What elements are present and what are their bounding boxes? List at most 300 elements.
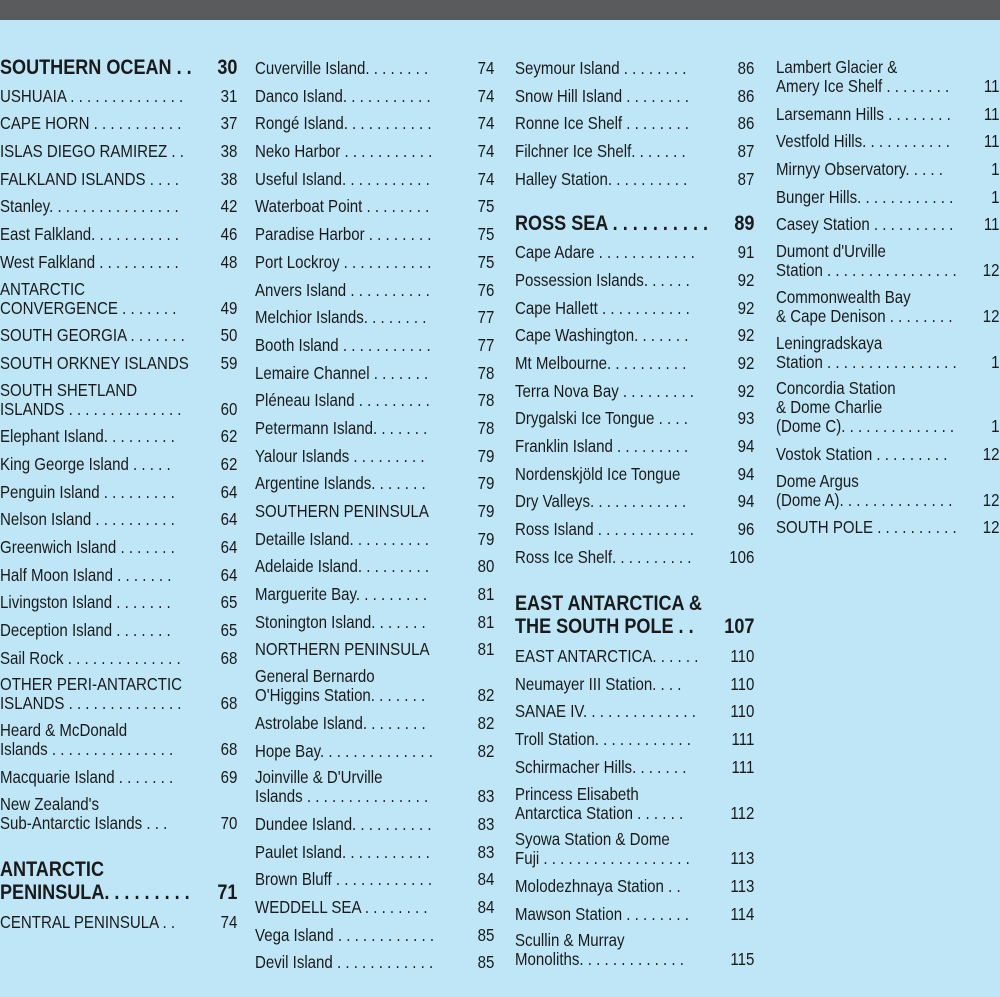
entry-label: Cape Washington. . . . . . .	[515, 325, 689, 346]
entry-label: Snow Hill Island . . . . . . . .	[515, 85, 689, 106]
entry-page-number: 42	[220, 196, 238, 217]
entry-label: Nelson Island . . . . . . . . . .	[0, 509, 175, 530]
index-entry	[515, 670, 754, 698]
entry-label: Halley Station. . . . . . . . . .	[515, 168, 688, 189]
entry-page-number: 94	[737, 491, 755, 512]
entry-label: FALKLAND ISLANDS . . . .	[0, 168, 180, 189]
entry-label: Hope Bay. . . . . . . . . . . . . .	[255, 740, 433, 761]
entry-page-number: 85	[477, 924, 495, 945]
entry-label: Devil Island . . . . . . . . . . . .	[255, 952, 434, 973]
entry-page-number: 11	[983, 214, 1000, 235]
index-entry	[255, 192, 494, 220]
entry-page-number: 79	[477, 445, 495, 466]
index-entry	[255, 220, 494, 248]
entry-page-number: 84	[477, 896, 495, 917]
entry-page-number: 91	[737, 242, 755, 263]
entry-label: ISLAS DIEGO RAMIREZ . .	[0, 141, 184, 162]
index-entry	[255, 764, 494, 810]
entry-page-number: 81	[477, 584, 495, 605]
entry-page-number: 115	[730, 949, 755, 970]
entry-page-number: 86	[737, 58, 755, 78]
section-heading	[515, 588, 754, 642]
entry-label: Vega Island . . . . . . . . . . . .	[255, 924, 435, 945]
index-entry	[776, 375, 999, 440]
index-entry	[255, 303, 494, 331]
entry-page-number: 83	[477, 786, 495, 807]
index-column-3	[515, 54, 755, 973]
entry-label: ROSS SEA . . . . . . . . . .	[515, 214, 709, 235]
entry-page-number: 78	[477, 417, 495, 438]
entry-label: Neumayer III Station. . . .	[515, 673, 682, 694]
index-entry	[255, 442, 494, 470]
entry-label: Danco Island. . . . . . . . . . .	[255, 85, 431, 106]
index-entry	[515, 294, 754, 322]
entry-label: Casey Station . . . . . . . . . .	[776, 214, 954, 235]
index-entry	[776, 284, 999, 330]
entry-page-number: 92	[737, 269, 755, 290]
section-heading	[0, 854, 237, 908]
entry-label: Concordia Station & Dome Charlie (Dome C). . . . . . . . . . . . . .	[776, 379, 955, 437]
entry-label: Cuverville Island. . . . . . . .	[255, 58, 429, 78]
entry-page-number: 77	[477, 307, 495, 328]
index-entry	[255, 737, 494, 765]
entry-label: Nordenskjöld Ice Tongue	[515, 463, 681, 484]
entry-page-number: 83	[477, 813, 495, 834]
index-entry	[255, 276, 494, 304]
entry-label: Marguerite Bay. . . . . . . . .	[255, 584, 428, 605]
entry-page-number: 84	[477, 869, 495, 890]
entry-label: Half Moon Island . . . . . . .	[0, 564, 172, 585]
entry-page-number: 74	[477, 113, 495, 134]
entry-label: Heard & McDonald Islands . . . . . . . . . . . . . . .	[0, 721, 174, 760]
entry-page-number: 11	[983, 131, 1000, 152]
index-entry	[0, 109, 237, 137]
entry-page-number: 92	[737, 325, 755, 346]
index-entry	[0, 321, 237, 349]
entry-page-number: 60	[220, 398, 238, 419]
top-bar	[0, 0, 1000, 20]
entry-label: SOUTH SHETLAND ISLANDS . . . . . . . . . . . . . .	[0, 380, 182, 419]
entry-page-number: 75	[477, 196, 495, 217]
entry-page-number: 85	[477, 952, 495, 973]
entry-page-number: 110	[730, 673, 755, 694]
entry-label: ANTARCTIC CONVERGENCE . . . . . . .	[0, 279, 177, 318]
entry-page-number: 68	[220, 693, 238, 714]
index-entry	[515, 515, 754, 543]
index-entry	[255, 838, 494, 866]
index-entry	[515, 725, 754, 753]
section-gap	[515, 192, 755, 210]
entry-label: Terra Nova Bay . . . . . . . . .	[515, 380, 694, 401]
entry-page-number: 1	[991, 186, 1000, 207]
entry-label: NORTHERN PENINSULA	[255, 639, 430, 660]
index-entry	[0, 82, 237, 110]
entry-page-number: 111	[731, 756, 755, 777]
index-entry	[255, 663, 494, 709]
entry-page-number: 78	[477, 390, 495, 411]
index-entry	[255, 608, 494, 636]
entry-label: Anvers Island . . . . . . . . . .	[255, 279, 430, 300]
index-entry	[515, 543, 754, 571]
entry-label: Booth Island . . . . . . . . . . .	[255, 334, 431, 355]
index-entry	[515, 432, 754, 460]
index-entry	[0, 717, 237, 763]
entry-page-number: 49	[220, 297, 238, 318]
index-entry	[0, 220, 237, 248]
index-entry	[255, 948, 494, 976]
entry-page-number: 74	[477, 141, 495, 162]
entry-page-number: 113	[730, 848, 755, 869]
entry-label: Waterboat Point . . . . . . . .	[255, 196, 430, 217]
entry-page-number: 65	[220, 592, 238, 613]
entry-page-number: 75	[477, 251, 495, 272]
index-entry	[515, 872, 754, 900]
entry-label: SOUTH ORKNEY ISLANDS	[0, 352, 189, 373]
entry-page-number: 71	[217, 881, 238, 905]
index-entry	[255, 635, 494, 663]
entry-label: Mirnyy Observatory. . . . .	[776, 159, 943, 180]
index-entry	[0, 533, 237, 561]
index-entry	[776, 238, 999, 284]
entry-page-number: 86	[737, 85, 755, 106]
index-entry	[515, 460, 754, 488]
index-entry	[255, 580, 494, 608]
index-entry	[255, 165, 494, 193]
index-entry	[515, 900, 754, 928]
entry-page-number: 64	[220, 481, 238, 502]
section-gap	[0, 836, 238, 854]
index-entry	[0, 505, 237, 533]
entry-label: SOUTH POLE . . . . . . . . . .	[776, 517, 957, 538]
entry-page-number: 92	[737, 352, 755, 373]
entry-page-number: 112	[730, 802, 755, 823]
entry-label: Drygalski Ice Tongue . . . .	[515, 408, 688, 429]
entry-page-number: 50	[220, 325, 238, 346]
index-entry	[776, 440, 999, 468]
entry-page-number: 38	[220, 141, 238, 162]
index-entry	[0, 644, 237, 672]
entry-label: Ronne Ice Shelf . . . . . . . .	[515, 113, 690, 134]
index-entry	[255, 865, 494, 893]
index-entry	[0, 588, 237, 616]
entry-label: Stanley. . . . . . . . . . . . . . . .	[0, 196, 179, 217]
entry-label: SOUTH GEORGIA . . . . . . .	[0, 325, 185, 346]
index-entry	[0, 561, 237, 589]
index-entry	[255, 709, 494, 737]
entry-page-number: 59	[220, 352, 238, 373]
index-entry	[255, 359, 494, 387]
entry-page-number: 87	[737, 141, 755, 162]
entry-page-number: 12	[982, 489, 1000, 510]
entry-label: Dumont d'Urville Station . . . . . . . . . . . . . . . .	[776, 242, 957, 281]
index-entry	[515, 165, 754, 193]
index-entry	[515, 697, 754, 725]
index-entry	[776, 155, 999, 183]
entry-label: Scullin & Murray Monoliths. . . . . . . . . . . . .	[515, 931, 684, 970]
index-entry	[255, 469, 494, 497]
entry-label: Ross Ice Shelf. . . . . . . . . .	[515, 546, 692, 567]
entry-page-number: 110	[730, 701, 755, 722]
index-entry	[255, 386, 494, 414]
entry-page-number: 106	[729, 546, 755, 567]
index-entry	[515, 137, 754, 165]
index-entry	[776, 513, 999, 541]
entry-label: WEDDELL SEA . . . . . . . .	[255, 896, 428, 917]
entry-page-number: 37	[220, 113, 238, 134]
entry-label: USHUAIA . . . . . . . . . . . . . .	[0, 85, 184, 106]
entry-page-number: 12	[982, 517, 1000, 538]
index-entry	[515, 753, 754, 781]
entry-label: Livingston Island . . . . . . .	[0, 592, 171, 613]
index-entry	[255, 525, 494, 553]
index-entry	[515, 109, 754, 137]
index-entry	[515, 377, 754, 405]
entry-page-number: 79	[477, 473, 495, 494]
entry-page-number: 64	[220, 537, 238, 557]
entry-label: Paradise Harbor . . . . . . . .	[255, 224, 432, 245]
index-entry	[776, 54, 999, 100]
index-entry	[515, 238, 754, 266]
index-entry	[255, 54, 494, 82]
entry-page-number: 86	[737, 113, 755, 134]
index-entry	[0, 908, 237, 936]
entry-label: Argentine Islands. . . . . . .	[255, 473, 426, 494]
entry-label: Penguin Island . . . . . . . . .	[0, 481, 175, 502]
entry-label: Troll Station. . . . . . . . . . . .	[515, 729, 691, 750]
entry-page-number: 94	[737, 435, 755, 456]
entry-label: Paulet Island. . . . . . . . . . .	[255, 841, 430, 862]
entry-page-number: 92	[737, 380, 755, 401]
entry-page-number: 68	[220, 739, 238, 760]
entry-label: Vostok Station . . . . . . . . .	[776, 443, 948, 464]
entry-label: Lambert Glacier & Amery Ice Shelf . . . . . . . .	[776, 58, 950, 96]
entry-page-number: 74	[220, 911, 238, 932]
index-entry	[515, 82, 754, 110]
index-entry	[255, 414, 494, 442]
entry-page-number: 68	[220, 647, 238, 668]
index-entry	[515, 927, 754, 973]
index-entry	[515, 487, 754, 515]
entry-label: ANTARCTIC PENINSULA. . . . . . . . .	[0, 858, 190, 905]
entry-page-number: 69	[220, 766, 238, 787]
index-entry	[0, 248, 237, 276]
index-entry	[0, 349, 237, 377]
entry-label: Rongé Island. . . . . . . . . . .	[255, 113, 432, 134]
index-entry	[776, 210, 999, 238]
entry-page-number: 62	[220, 426, 238, 447]
entry-label: Dry Valleys. . . . . . . . . . . .	[515, 491, 687, 512]
entry-label: Commonwealth Bay & Cape Denison . . . . . . . .	[776, 287, 953, 326]
entry-page-number: 31	[220, 85, 238, 106]
index-entry	[776, 183, 999, 211]
entry-page-number: 110	[730, 646, 755, 667]
index-entry	[255, 331, 494, 359]
index-entry	[0, 616, 237, 644]
entry-label: Mawson Station . . . . . . . .	[515, 903, 689, 924]
index-entry	[255, 82, 494, 110]
index-column-2	[255, 54, 495, 976]
entry-page-number: 79	[477, 501, 495, 521]
entry-page-number: 89	[734, 212, 755, 236]
entry-label: Deception Island . . . . . . .	[0, 620, 171, 641]
index-column-4	[776, 54, 1000, 541]
entry-label: Bunger Hills. . . . . . . . . . . .	[776, 186, 954, 207]
entry-label: Larsemann Hills . . . . . . . .	[776, 103, 951, 124]
index-entry	[0, 422, 237, 450]
index-entry	[255, 893, 494, 921]
entry-label: EAST ANTARCTICA. . . . . .	[515, 646, 699, 667]
entry-page-number: 1	[991, 416, 1000, 437]
entry-page-number: 113	[730, 875, 755, 896]
entry-page-number: 62	[220, 453, 238, 474]
entry-page-number: 70	[220, 812, 238, 833]
entry-label: OTHER PERI-ANTARCTIC ISLANDS . . . . . . . . . . . . . .	[0, 675, 182, 714]
index-entry	[255, 137, 494, 165]
entry-label: King George Island . . . . .	[0, 453, 171, 474]
entry-label: Macquarie Island . . . . . . .	[0, 766, 174, 787]
entry-label: CENTRAL PENINSULA . .	[0, 911, 176, 932]
entry-page-number: 94	[737, 463, 755, 484]
index-entry	[255, 552, 494, 580]
entry-label: Adelaide Island. . . . . . . . .	[255, 556, 430, 577]
index-entry	[776, 127, 999, 155]
section-gap	[515, 570, 755, 588]
entry-label: Schirmacher Hills. . . . . . .	[515, 756, 687, 777]
entry-page-number: 111	[731, 729, 755, 750]
entry-page-number: 107	[724, 615, 755, 639]
entry-page-number: 81	[477, 639, 495, 660]
index-entry	[0, 165, 237, 193]
entry-page-number: 64	[220, 509, 238, 530]
entry-label: SOUTHERN PENINSULA	[255, 501, 429, 521]
index-entry	[255, 497, 494, 525]
index-entry	[515, 349, 754, 377]
index-entry	[0, 671, 237, 717]
entry-label: Useful Island. . . . . . . . . . .	[255, 168, 430, 189]
entry-label: Neko Harbor . . . . . . . . . . .	[255, 141, 433, 162]
entry-label: Sail Rock . . . . . . . . . . . . . .	[0, 647, 181, 668]
entry-page-number: 46	[220, 224, 238, 245]
entry-label: New Zealand's Sub-Antarctic Islands . . .	[0, 794, 168, 833]
index-entry	[0, 192, 237, 220]
entry-label: Port Lockroy . . . . . . . . . . .	[255, 251, 432, 272]
entry-label: CAPE HORN . . . . . . . . . . .	[0, 113, 182, 134]
index-entry	[776, 100, 999, 128]
entry-page-number: 81	[477, 611, 495, 632]
entry-label: West Falkland . . . . . . . . . .	[0, 251, 179, 272]
entry-label: Syowa Station & Dome Fuji . . . . . . . . . . . . . . . . . .	[515, 830, 690, 869]
entry-page-number: 114	[730, 903, 755, 924]
entry-page-number: 48	[220, 251, 238, 272]
entry-page-number: 12	[982, 443, 1000, 464]
entry-page-number: 92	[737, 297, 755, 318]
entry-page-number: 82	[477, 740, 495, 761]
index-entry	[0, 791, 237, 837]
entry-label: Melchior Islands. . . . . . . .	[255, 307, 427, 328]
entry-page-number: 11	[983, 76, 1000, 96]
entry-label: Franklin Island . . . . . . . . .	[515, 435, 689, 456]
index-entry	[0, 276, 237, 322]
index-column-1	[0, 54, 238, 936]
entry-label: SANAE IV. . . . . . . . . . . . . .	[515, 701, 696, 722]
entry-label: Joinville & D'Urville Islands . . . . . . . . . . . . . . .	[255, 768, 429, 807]
entry-page-number: 74	[477, 168, 495, 189]
index-entry	[0, 763, 237, 791]
index-entry	[776, 330, 999, 376]
entry-page-number: 93	[737, 408, 755, 429]
entry-page-number: 11	[983, 103, 1000, 124]
entry-label: EAST ANTARCTICA & THE SOUTH POLE . .	[515, 592, 702, 639]
index-entry	[515, 404, 754, 432]
entry-label: Lemaire Channel . . . . . . .	[255, 362, 429, 383]
entry-label: Leningradskaya Station . . . . . . . . . . . . . . . .	[776, 333, 957, 372]
entry-page-number: 96	[737, 519, 755, 539]
entry-label: SOUTHERN OCEAN . .	[0, 58, 192, 78]
entry-label: Molodezhnaya Station . .	[515, 875, 681, 896]
entry-label: Petermann Island. . . . . . .	[255, 417, 428, 438]
entry-page-number: 75	[477, 224, 495, 245]
entry-page-number: 80	[477, 556, 495, 577]
index-entry	[776, 468, 999, 514]
entry-label: Elephant Island. . . . . . . . .	[0, 426, 175, 447]
entry-label: General Bernardo O'Higgins Station. . . . . . .	[255, 667, 426, 706]
entry-page-number: 74	[477, 85, 495, 106]
entry-label: Dome Argus (Dome A). . . . . . . . . . . . . .	[776, 471, 953, 510]
index-entry	[515, 781, 754, 827]
entry-label: Dundee Island. . . . . . . . . .	[255, 813, 432, 834]
section-heading	[515, 210, 754, 238]
index-entry	[515, 54, 754, 82]
entry-page-number: 83	[477, 841, 495, 862]
entry-label: Detaille Island. . . . . . . . . .	[255, 528, 429, 549]
index-entry	[0, 377, 237, 423]
entry-label: Pléneau Island . . . . . . . . .	[255, 390, 430, 411]
entry-page-number: 64	[220, 564, 238, 585]
entry-page-number: 82	[477, 712, 495, 733]
entry-page-number: 87	[737, 168, 755, 189]
index-entry	[515, 642, 754, 670]
entry-page-number: 76	[477, 279, 495, 300]
entry-label: Filchner Ice Shelf. . . . . . .	[515, 141, 686, 162]
entry-page-number: 74	[477, 58, 495, 78]
section-heading	[0, 54, 237, 82]
entry-label: Possession Islands. . . . . .	[515, 269, 690, 290]
entry-page-number: 82	[477, 685, 495, 706]
entry-label: Brown Bluff . . . . . . . . . . . .	[255, 869, 433, 890]
index-entry	[515, 321, 754, 349]
entry-label: Yalour Islands . . . . . . . . .	[255, 445, 425, 466]
index-entry	[515, 826, 754, 872]
entry-page-number: 78	[477, 362, 495, 383]
entry-label: Cape Hallett . . . . . . . . . . .	[515, 297, 690, 318]
index-entry	[0, 478, 237, 506]
entry-label: Mt Melbourne. . . . . . . . . .	[515, 352, 687, 373]
entry-page-number: 65	[220, 620, 238, 641]
entry-page-number: 12	[982, 260, 1000, 281]
entry-label: Astrolabe Island. . . . . . . .	[255, 712, 426, 733]
entry-label: Greenwich Island . . . . . . .	[0, 537, 175, 557]
entry-page-number: 77	[477, 334, 495, 355]
index-entry	[515, 266, 754, 294]
entry-label: Stonington Island. . . . . . .	[255, 611, 426, 632]
entry-page-number: 79	[477, 528, 495, 549]
index-entry	[255, 810, 494, 838]
entry-label: Princess Elisabeth Antarctica Station . . . . . .	[515, 784, 684, 823]
index-entry	[0, 450, 237, 478]
entry-page-number: 12	[982, 305, 1000, 326]
entry-page-number: 1	[991, 159, 1000, 180]
entry-page-number: 30	[217, 56, 238, 79]
